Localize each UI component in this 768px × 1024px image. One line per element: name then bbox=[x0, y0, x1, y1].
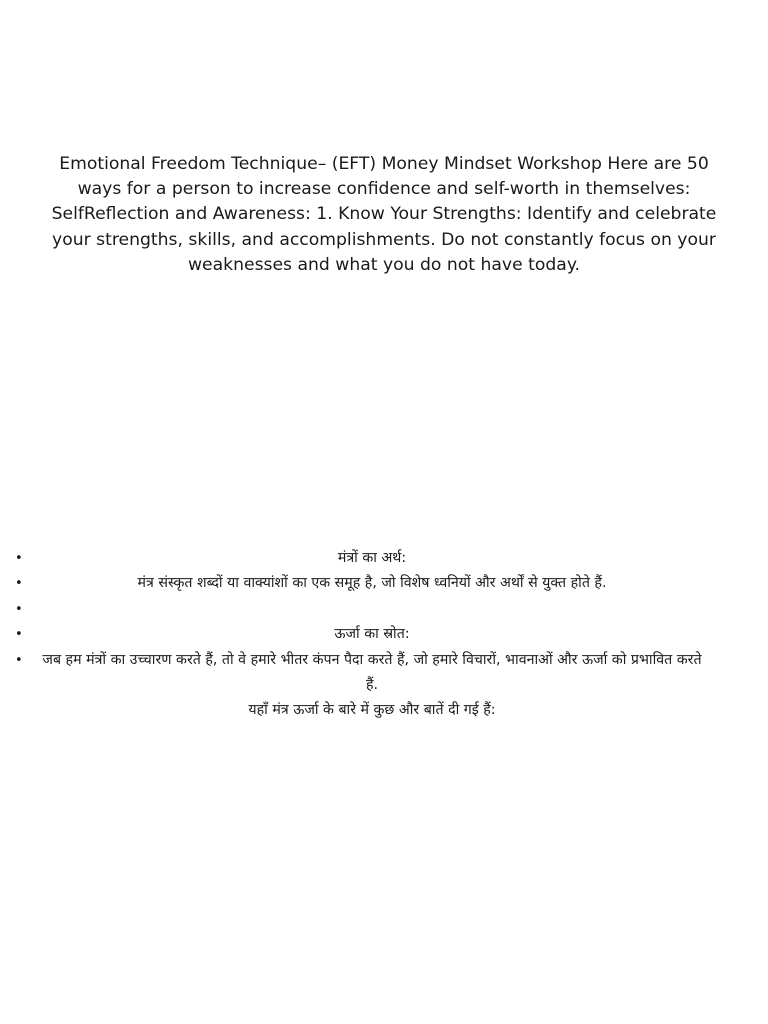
bullet-list bbox=[0, 546, 768, 698]
bullet-icon: • bbox=[15, 627, 23, 643]
bullet-icon: • bbox=[15, 576, 23, 592]
list-item bbox=[0, 546, 768, 571]
list-item bbox=[0, 597, 768, 622]
list-item bbox=[0, 648, 768, 699]
closing-line: यहाँ मंत्र ऊर्जा के बारे में कुछ और बातें दी गई हैं: bbox=[248, 702, 496, 719]
hindi-section bbox=[0, 546, 768, 724]
list-item-text: ऊर्जा का स्रोत: bbox=[334, 626, 410, 643]
list-item bbox=[0, 622, 768, 647]
list-item bbox=[0, 571, 768, 596]
bullet-icon: • bbox=[15, 601, 23, 617]
bullet-icon: • bbox=[15, 551, 23, 566]
list-item-text: मंत्र संस्कृत शब्दों या वाक्यांशों का एक समूह है, जो विशेष ध्वनियों और अर्थों से युक्त होते हैं. bbox=[137, 575, 607, 592]
bullet-icon: • bbox=[15, 652, 23, 668]
intro-paragraph: Emotional Freedom Technique– (EFT) Money Mindset Workshop Here are 50 ways for a person to increase confidence and self-worth in themselves: SelfReflection and Awareness: 1. Know Your Strengths: Identify and celebrate your strengths, skills, and accomplishments. Do not constantly focus on your weaknesses and what you do not have today. bbox=[51, 154, 717, 275]
list-item-text: जब हम मंत्रों का उच्चारण करते हैं, तो वे हमारे भीतर कंपन पैदा करते हैं, जो हमारे विचारों, भावनाओं और ऊर्जा को प्रभावित करते हैं. bbox=[42, 651, 702, 694]
list-item-text: मंत्रों का अर्थ: bbox=[337, 550, 407, 566]
